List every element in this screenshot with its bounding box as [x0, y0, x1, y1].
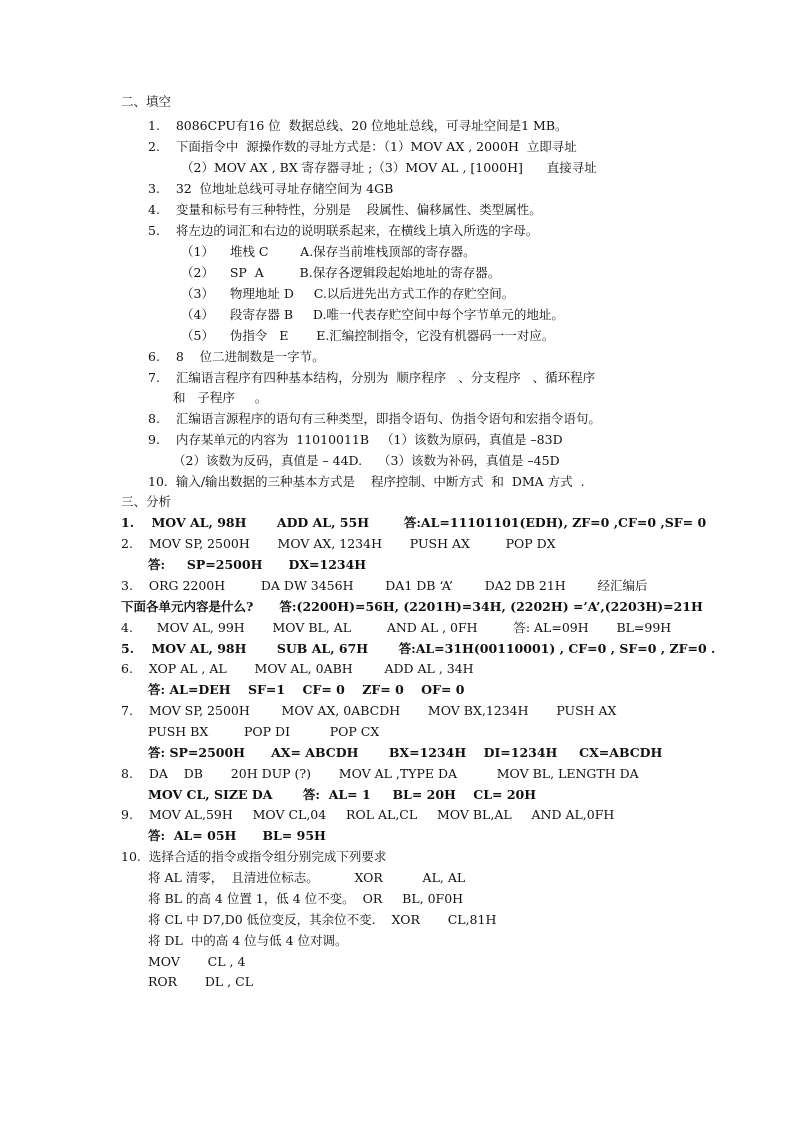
text-line: 5. 将左边的词汇和右边的说明联系起来，在横线上填入所选的字母。 [148, 223, 539, 238]
text-line: 将 AL 清零， 且清进位标志。 XOR AL, AL [148, 870, 466, 885]
text-line: 二、填空 [121, 94, 172, 109]
text-line: 3. ORG 2200H DA DW 3456H DA1 DB ‘A’ DA2 DB 21H 经汇编后 [121, 578, 648, 593]
text-line: ROR DL , CL [148, 974, 253, 989]
text-line: 9. MOV AL,59H MOV CL,04 ROL AL,CL MOV BL,AL AND AL,0FH [121, 807, 615, 822]
text-line: 7. 汇编语言程序有四种基本结构，分别为 顺序程序 、分支程序 、循环程序 [148, 370, 596, 385]
text-line: （2）MOV AX , BX 寄存器寻址 ;（3）MOV AL , [1000H] 直接寻址 [181, 160, 597, 175]
text-line: 1. MOV AL, 98H ADD AL, 55H 答:AL=11101101(EDH), ZF=0 ,CF=0 ,SF= 0 [121, 515, 707, 530]
text-line: （1） 堆栈 C A.保存当前堆栈顶部的寄存器。 [181, 244, 476, 259]
text-line: 6. XOP AL , AL MOV AL, 0ABH ADD AL , 34H [121, 661, 474, 676]
text-line: 答: SP=2500H DX=1234H [148, 557, 367, 572]
text-line: 10. 输入/输出数据的三种基本方式是 程序控制、中断方式 和 DMA 方式 . [148, 474, 585, 489]
text-line: 10. 选择合适的指令或指令组分别完成下列要求 [121, 849, 387, 864]
text-line: 5. MOV AL, 98H SUB AL, 67H 答:AL=31H(00110001) , CF=0 , SF=0 , ZF=0 . [121, 641, 716, 656]
text-line: 将 CL 中 D7,D0 低位变反，其余位不变. XOR CL,81H [148, 912, 497, 927]
text-line: 4. 变量和标号有三种特性，分别是 段属性、偏移属性、类型属性。 [148, 202, 542, 217]
text-line: 2. MOV SP, 2500H MOV AX, 1234H PUSH AX POP DX [121, 536, 556, 551]
text-line: 答: AL=DEH SF=1 CF= 0 ZF= 0 OF= 0 [148, 682, 465, 697]
text-line: 答: SP=2500H AX= ABCDH BX=1234H DI=1234H CX=ABCDH [148, 745, 663, 760]
text-line: 答: AL= 05H BL= 95H [148, 828, 326, 843]
text-line: 三、分析 [121, 494, 172, 509]
text-line: （2） SP A B.保存各逻辑段起始地址的寄存器。 [181, 265, 501, 280]
text-line: 4. MOV AL, 99H MOV BL, AL AND AL , 0FH 答: AL=09H BL=99H [121, 620, 672, 635]
text-line: （2）该数为反码，真值是 – 44D. （3）该数为补码，真值是 –45D [173, 453, 560, 468]
text-line: 9. 内存某单元的内容为 11010011B （1）该数为原码，真值是 –83D [148, 432, 563, 447]
text-line: （5） 伪指令 E E.汇编控制指令，它没有机器码一一对应。 [181, 328, 555, 343]
text-line: 下面各单元内容是什么? 答:(2200H)=56H, (2201H)=34H, (2202H) =’A’,(2203H)=21H [121, 599, 703, 614]
text-line: 将 BL 的高 4 位置 1，低 4 位不变。 OR BL, 0F0H [148, 891, 464, 906]
text-line: 将 DL 中的高 4 位与低 4 位对调。 [148, 933, 348, 948]
text-line: 3. 32 位地址总线可寻址存储空间为 4GB [148, 181, 394, 196]
text-line: （4） 段寄存器 B D.唯一代表存贮空间中每个字节单元的地址。 [181, 307, 564, 322]
text-line: 7. MOV SP, 2500H MOV AX, 0ABCDH MOV BX,1234H PUSH AX [121, 703, 617, 718]
text-line: 1. 8086CPU有16 位 数据总线、20 位地址总线，可寻址空间是1 MB。 [148, 118, 568, 133]
text-line: 2. 下面指令中 源操作数的寻址方式是：（1）MOV AX , 2000H 立即寻址 [148, 139, 577, 154]
text-line: （3） 物理地址 D C.以后进先出方式工作的存贮空间。 [181, 286, 515, 301]
text-line: MOV CL , 4 [148, 954, 246, 969]
text-line: MOV CL, SIZE DA 答: AL= 1 BL= 20H CL= 20H [148, 787, 537, 802]
text-line: PUSH BX POP DI POP CX [148, 724, 380, 739]
text-line: 8. 汇编语言源程序的语句有三种类型，即指令语句、伪指令语句和宏指令语句。 [148, 411, 601, 426]
text-line: 8. DA DB 20H DUP (?) MOV AL ,TYPE DA MOV BL, LENGTH DA [121, 766, 639, 781]
text-line: 和 子程序 。 [173, 390, 268, 405]
text-line: 6. 8 位二进制数是一字节。 [148, 349, 325, 364]
